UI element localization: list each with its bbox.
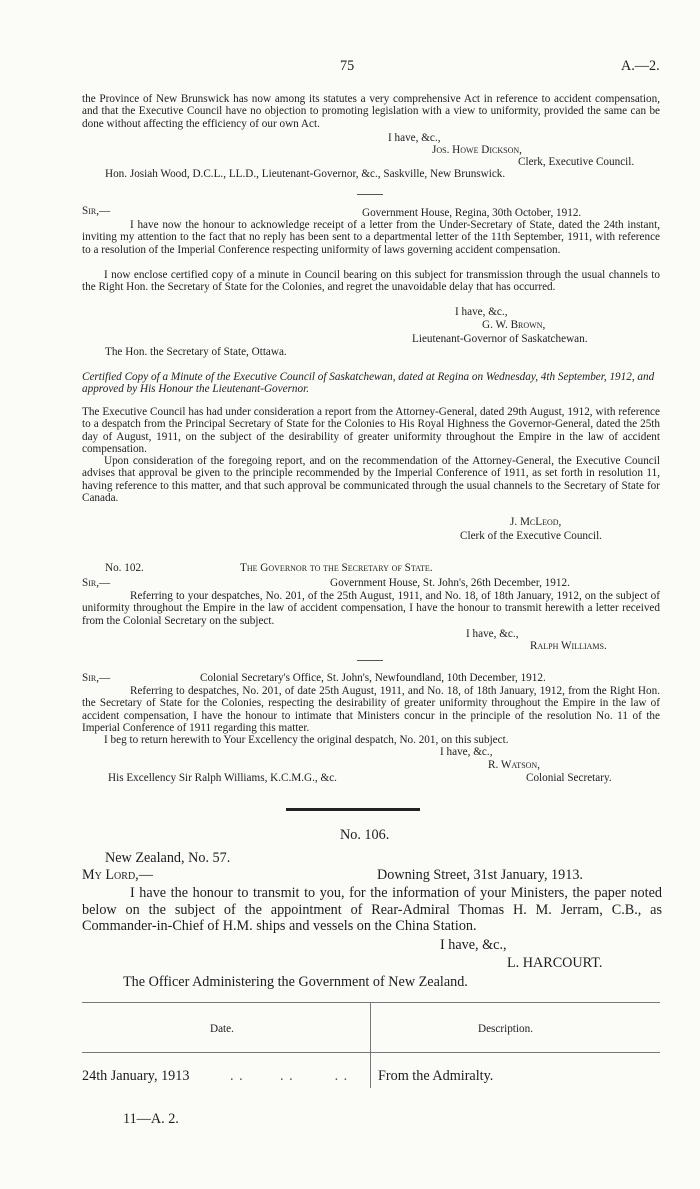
- table-row-description: From the Admiralty.: [378, 1068, 494, 1084]
- letter2-signature: G. W. Brown,: [482, 319, 546, 331]
- minute-signature: J. McLeod,: [510, 516, 562, 528]
- signature-mark: 11—A. 2.: [123, 1111, 179, 1127]
- minute-heading: Certified Copy of a Minute of the Executive Council of Saskatchewan, dated at Regina on Wednesday, 4th September, 1912, and approved by His Honour the Lieutenant-Governor.: [82, 371, 655, 396]
- despatch102-salutation: Sir,—: [82, 577, 111, 589]
- letter1-title: Clerk, Executive Council.: [518, 156, 635, 168]
- despatch106-closing: I have, &c.,: [440, 937, 507, 953]
- despatch106-salutation: My Lord,—: [82, 867, 153, 883]
- letter2-paragraph-1: I have now the honour to acknowledge receipt of a letter from the Under-Secretary of State, dated the 24th instant, inviting my attention to the fact that no reply has been sent to a departmental letter of the 11th September, 1911, with reference to a resolution of the Imperial Conference respecting uniformity of laws governing accident compensation.: [82, 219, 660, 256]
- minute-paragraph-1: The Executive Council has had under consideration a report from the Attorney-General, dated 29th August, 1912, with reference to a despatch from the Principal Secretary of State for the Colonies to His Royal Highness the Governor-General, dated the 25th day of August, 1911, on the subject of the desirability of greater uniformity throughout the Empire in the law of accident compensation.: [82, 406, 660, 456]
- letter3-addressee: His Excellency Sir Ralph Williams, K.C.M.G., &c.: [108, 772, 337, 784]
- section-divider: [286, 808, 420, 811]
- table-header-rule: [82, 1052, 660, 1053]
- letter2-addressee: The Hon. the Secretary of State, Ottawa.: [105, 346, 287, 358]
- despatch106-number: No. 106.: [340, 827, 390, 843]
- table-header-date: Date.: [210, 1023, 234, 1035]
- letter2-paragraph-2: I now enclose certified copy of a minute in Council bearing on this subject for transmission through the usual channels to the Right Hon. the Secretary of State for the Colonies, and regret the unavoidable delay that has occurred.: [82, 269, 660, 294]
- despatch106-dateline: Downing Street, 31st January, 1913.: [377, 867, 583, 883]
- despatch102-dateline: Government House, St. John's, 26th December, 1912.: [330, 577, 570, 589]
- letter3-paragraph-2: I beg to return herewith to Your Excellency the original despatch, No. 201, on this subject.: [104, 734, 509, 746]
- letter3-paragraph-1: Referring to despatches, No. 201, of date 25th August, 1911, and No. 18, of 18th January, 1912, from the Right Hon. the Secretary of State for the Colonies, respecting the desirability of greater uniformity throughout the Empire in the law of accident compensation, I have the honour to intimate that Ministers concur in the principle of the resolution No. 11 of the Imperial Conference of 1911 regarding this matter.: [82, 685, 660, 735]
- letter3-signature: R. Watson,: [488, 759, 540, 771]
- table-row-leader-dots: . . . . . .: [230, 1068, 349, 1084]
- despatch106-body: I have the honour to transmit to you, for the information of your Ministers, the paper noted below on the subject of the appointment of Rear-Admiral Thomas H. M. Jerram, C.B., as Commander-in-Chief of H.M. ships and vessels on the China Station.: [82, 885, 662, 935]
- despatch102-number: No. 102.: [105, 562, 144, 574]
- letter2-closing: I have, &c.,: [455, 306, 508, 318]
- table-row-date: 24th January, 1913: [82, 1068, 190, 1084]
- despatch102-signature: Ralph Williams.: [530, 640, 607, 652]
- letter3-dateline: Colonial Secretary's Office, St. John's, Newfoundland, 10th December, 1912.: [200, 672, 546, 684]
- table-top-rule: [82, 1002, 660, 1003]
- despatch106-reference: New Zealand, No. 57.: [105, 850, 231, 866]
- despatch102-heading: The Governor to the Secretary of State.: [240, 562, 433, 574]
- despatch106-addressee: The Officer Administering the Government of New Zealand.: [123, 974, 468, 990]
- letter3-closing: I have, &c.,: [440, 746, 493, 758]
- table-column-divider: [370, 1002, 371, 1088]
- letter2-title: Lieutenant-Governor of Saskatchewan.: [412, 333, 588, 345]
- letter3-title: Colonial Secretary.: [526, 772, 612, 784]
- letter2-salutation: Sir,—: [82, 205, 111, 217]
- page-number: 75: [340, 58, 355, 74]
- despatch102-closing: I have, &c.,: [466, 628, 519, 640]
- letter1-addressee: Hon. Josiah Wood, D.C.L., LL.D., Lieutenant-Governor, &c., Saskville, New Brunswick.: [105, 168, 506, 180]
- letter1-signature: Jos. Howe Dickson,: [432, 144, 522, 156]
- letter1-closing: I have, &c.,: [388, 132, 441, 144]
- letter2-dateline: Government House, Regina, 30th October, 1912.: [362, 207, 582, 219]
- section-reference: A.—2.: [621, 58, 660, 74]
- table-header-description: Description.: [478, 1023, 533, 1035]
- despatch106-signature: L. HARCOURT.: [507, 955, 603, 971]
- letter1-body: the Province of New Brunswick has now among its statutes a very comprehensive Act in reference to accident compensation, and that the Executive Council have no objection to promoting legislation with a view to uniformity, provided the same can be done without affecting the efficiency of our own Act.: [82, 93, 660, 130]
- despatch102-body: Referring to your despatches, No. 201, of the 25th August, 1911, and No. 18, of 18th January, 1912, on the subject of uniformity throughout the Empire in the law of accident compensation, I have the honour to transmit herewith a letter received from the Colonial Secretary on the subject.: [82, 590, 660, 627]
- minute-paragraph-2: Upon consideration of the foregoing report, and on the recommendation of the Attorney-General, the Executive Council advises that approval be given to the principle recommended by the Imperial Conference of 1911, as set forth in resolution 11, having reference to this matter, and that such approval be communicated through the usual channels to the Secretary of State for Canada.: [82, 455, 660, 505]
- letter3-salutation: Sir,—: [82, 672, 111, 684]
- separator-rule: [357, 194, 383, 195]
- separator-rule: [357, 660, 383, 661]
- minute-title: Clerk of the Executive Council.: [460, 530, 602, 542]
